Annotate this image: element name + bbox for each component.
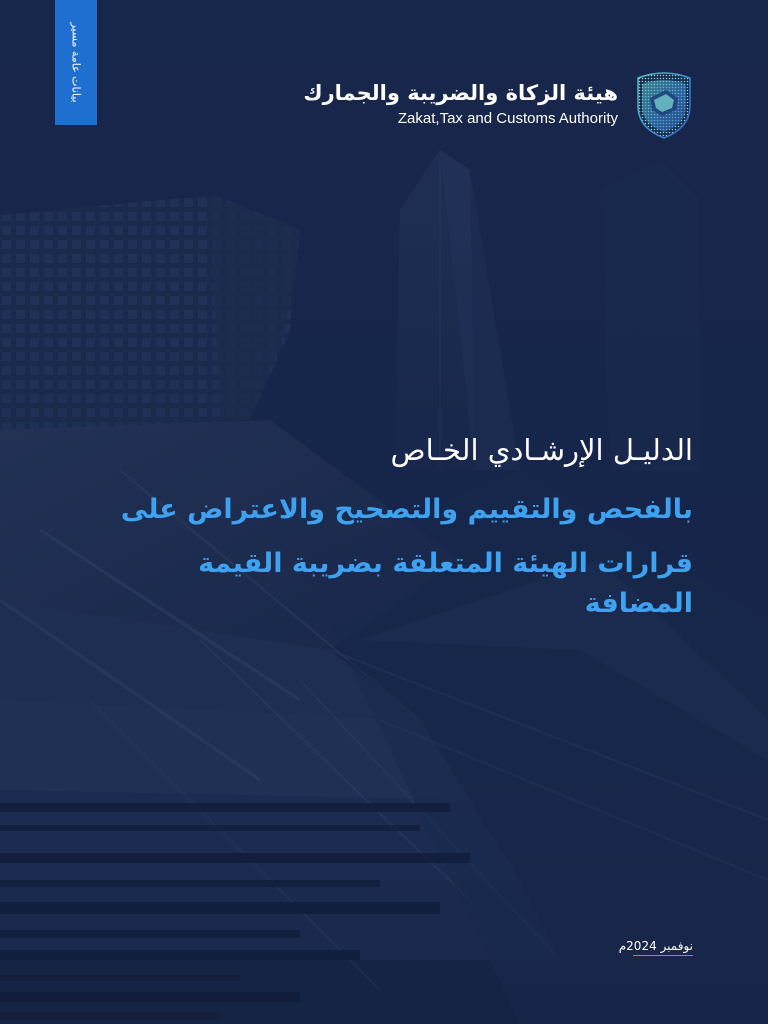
- section-tab-label: بيانات عامة مسير: [69, 22, 83, 103]
- document-title-block: [93, 428, 693, 624]
- date-underline: [633, 955, 693, 956]
- title-line-2: بالفحص والتقييم والتصحيح والاعتراض على: [120, 494, 693, 525]
- zatca-shield-icon: [632, 68, 696, 140]
- title-line-3: قرارات الهيئة المتعلقة بضريبة القيمة المضافة: [198, 548, 693, 619]
- logo-arabic-name: هيئة الزكاة والضريبة والجمارك: [303, 81, 618, 105]
- title-line-1: الدليـل الإرشـادي الخـاص: [390, 433, 693, 467]
- publication-date: نوفمبر 2024م: [618, 939, 693, 953]
- authority-logo: [303, 68, 696, 140]
- section-tab-label-wrap: [55, 0, 97, 125]
- logo-text: [303, 79, 618, 129]
- logo-english-name: Zakat,Tax and Customs Authority: [397, 110, 618, 127]
